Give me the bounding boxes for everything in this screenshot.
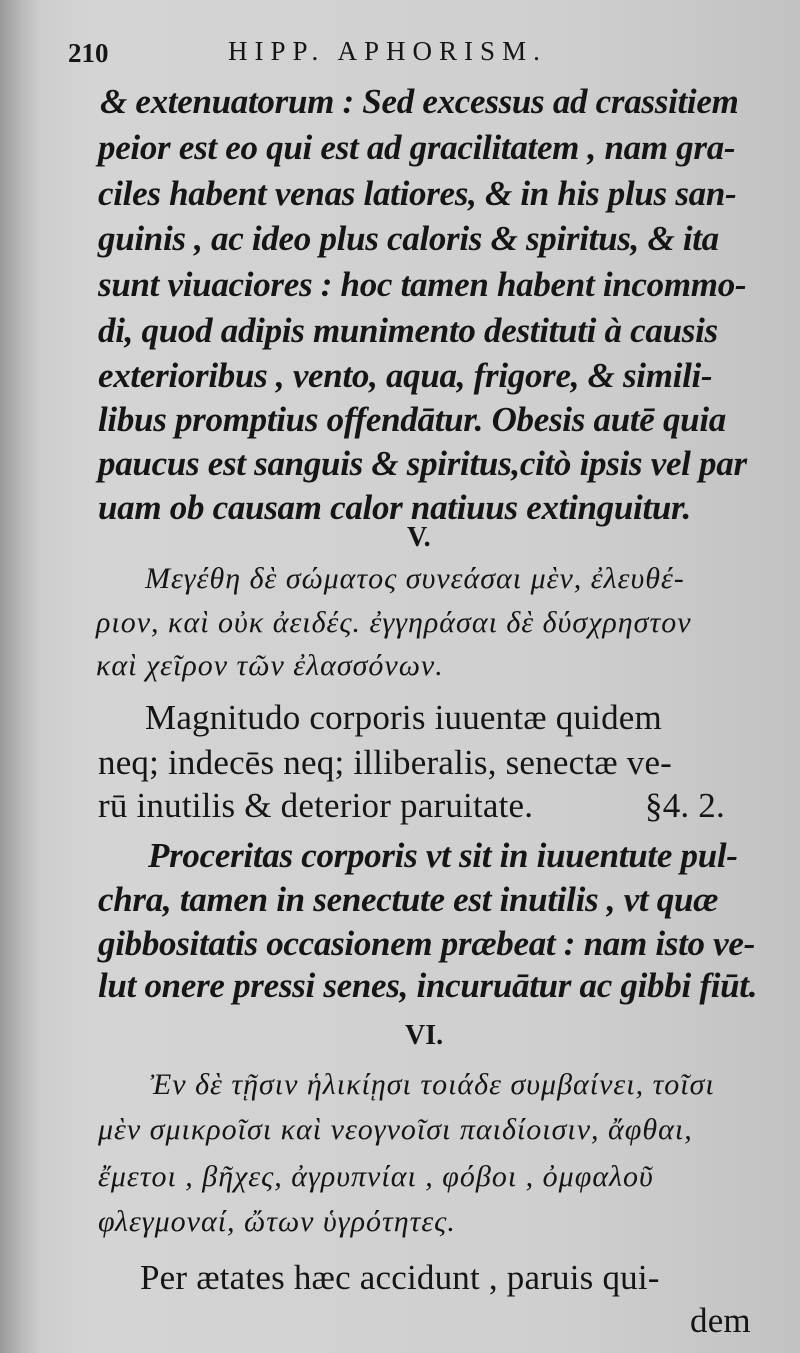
running-head: HIPP. APHORISM.: [228, 36, 547, 66]
text-line: peior est eo qui est ad gracilitatem , nam gra-: [98, 128, 736, 167]
text-line: & extenuatorum : Sed excessus ad crassitiem: [100, 82, 739, 121]
text-line: Proceritas corporis vt sit in iuuentute pul-: [148, 836, 738, 875]
text-line: libus promptius offendātur. Obesis autē quia: [98, 400, 726, 439]
greek-line: Μεγέθη δὲ σώματος συνεάσαι μὲν, ἐλευθέ-: [145, 562, 685, 595]
latin-line: rū inutilis & deterior paruitate.: [98, 786, 534, 825]
greek-line: ἔμετοι , βῆχες, ἀγρυπνίαι , φόβοι , ὀμφαλοῦ: [98, 1160, 654, 1193]
cross-reference: §4. 2.: [645, 786, 725, 825]
section-number: VI.: [405, 1020, 444, 1051]
greek-line: φλεγμοναί, ὤτων ὑγρότητες.: [98, 1205, 456, 1238]
latin-line: Magnitudo corporis iuuentæ quidem: [145, 698, 662, 737]
greek-line: ριον, καὶ οὐκ ἀειδές. ἐγγηράσαι δὲ δύσχρηστον: [96, 606, 692, 639]
text-line: sunt viuaciores : hoc tamen habent incommo-: [98, 265, 747, 304]
text-line: di, quod adipis munimento destituti à causis: [98, 311, 718, 350]
latin-line: Per ætates hæc accidunt , paruis qui-: [140, 1258, 660, 1297]
text-line: chra, tamen in senectute est inutilis , vt quæ: [98, 880, 719, 919]
text-line: ciles habent venas latiores, & in his plus san-: [98, 174, 737, 213]
text-line: exterioribus , vento, aqua, frigore, & simili-: [98, 356, 713, 395]
greek-line: καὶ χεῖρον τῶν ἐλασσόνων.: [96, 649, 444, 682]
text-line: lut onere pressi senes, incuruātur ac gibbi fiūt.: [98, 966, 758, 1005]
page-number: 210: [68, 38, 109, 68]
text-line: gibbositatis occasionem præbeat : nam isto ve-: [98, 924, 755, 963]
text-line: guinis , ac ideo plus caloris & spiritus, & ita: [98, 219, 719, 258]
catchword: dem: [690, 1301, 751, 1340]
greek-line: μὲν σμικροῖσι καὶ νεογνοῖσι παιδίοισιν, ἄφθαι,: [98, 1113, 693, 1146]
greek-line: Ἐν δὲ τῇσιν ἡλικίῃσι τοιάδε συμβαίνει, τοῖσι: [150, 1068, 715, 1101]
section-number: V.: [407, 522, 431, 553]
latin-line: neq; indecēs neq; illiberalis, senectæ ve-: [98, 743, 673, 782]
text-line: paucus est sanguis & spiritus,citò ipsis vel par: [98, 444, 747, 483]
text-line: uam ob causam calor natiuus extinguitur.: [98, 488, 691, 527]
